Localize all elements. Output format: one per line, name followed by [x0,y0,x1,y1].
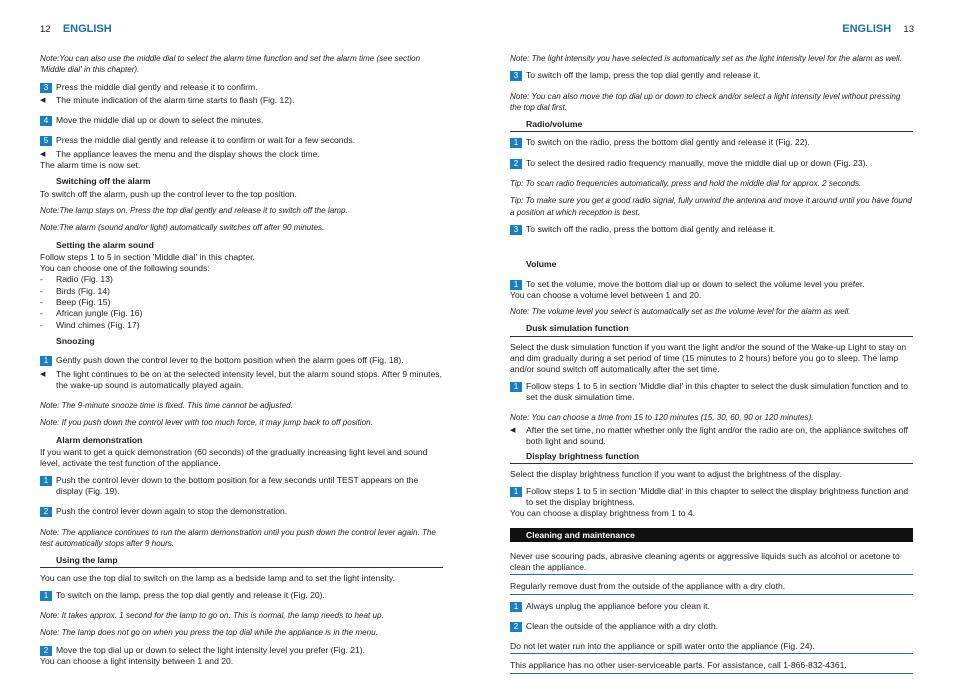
note: Note: The light intensity you have selected is automatically set as the light intensity level for the alarm as well. [510,54,902,63]
step [510,381,913,404]
step [40,82,443,93]
step-text: Clean the outside of the appliance with a dry cloth. [526,620,719,631]
section-heading: Using the lamp [40,555,443,568]
bullet-text: After the set time, no matter whether only the light and/or the radio are on, the appliance switches off both light and sound. [526,424,909,446]
right-page-header [842,24,914,35]
step-text: Follow steps 1 to 5 in section 'Middle dial' in this chapter to select the dusk simulation function and to set the dusk simulation time. [526,380,909,402]
bullet [40,369,443,392]
note: Note: If you push down the control lever with too much force, it may jump back to off position. [40,418,373,428]
page-number: 12 [40,24,51,35]
note: Note: The lamp does not go on when you press the top dial while the appliance is in the menu. [40,628,378,638]
left-page-header [40,24,112,35]
step [40,645,443,656]
note: Note:The alarm (sound and/or light) automatically switches off after 90 minutes. [40,223,325,233]
step-number: 2 [40,507,52,517]
step-number: 1 [510,280,522,290]
step [510,137,913,148]
step-number: 4 [40,116,52,126]
step-number: 5 [40,136,52,146]
step-text: Push the control lever down to the bottom position for a few seconds until TEST appears on the display (Fig. 19). [56,474,419,496]
step-number: 1 [510,138,522,148]
step-number: 1 [40,476,52,486]
step-number: 2 [40,646,52,656]
step-text: Move the top dial up or down to select the light intensity level you prefer (Fig. 21). [56,644,366,655]
note: Note:The lamp stays on. Press the top dial gently and release it to switch off the lamp. [40,205,348,215]
step [40,590,443,601]
section-heading: Dusk simulation function [510,323,913,336]
tip: Tip: To make sure you get a good radio signal, fully unwind the antenna and move it around until you have found a position at which reception is best. [510,196,912,217]
list-item: - Birds (Fig. 14) [40,285,110,296]
step [510,486,913,509]
step-number: 3 [40,83,52,93]
note: Note: The 9-minute snooze time is fixed. This time cannot be adjusted. [40,401,293,411]
bullet-arrow-icon: ◀ [510,426,516,434]
right-column [510,53,913,680]
step [40,355,443,366]
step-text: To switch off the radio, press the bottom dial gently and release it. [526,223,776,234]
note: Note: You can also move the top dial up or down to check and/or select a light intensity level without pressing the top dial first. [510,91,901,112]
warning-text: Never use scouring pads, abrasive cleaning agents or aggressive liquids such as alcohol or acetone to clean the appliance. [510,551,913,576]
section-heading: Volume [526,259,557,270]
bullet-text: The minute indication of the alarm time starts to flash (Fig. 12). [56,94,295,105]
paragraph: You can choose a light intensity between 1 and 20. [40,655,234,666]
list-item: - Radio (Fig. 13) [40,274,113,285]
step-text: Press the middle dial gently and release it to confirm. [56,81,258,92]
paragraph: You can choose a display brightness from 1 to 4. [510,508,696,519]
step-text: To set the volume, move the bottom dial up or down to select the volume level you prefer. [526,278,865,289]
list-item: - African jungle (Fig. 16) [40,308,143,319]
tip: Tip: To scan radio frequencies automatically, press and hold the middle dial for approx. 2 seconds. [510,179,862,189]
step-number: 1 [40,591,52,601]
paragraph: You can use the top dial to switch on the lamp as a bedside lamp and to set the light intensity. [40,573,395,584]
step-number: 2 [510,622,522,632]
step-text: To switch on the radio, press the bottom dial gently and release it (Fig. 22). [526,137,810,148]
step [40,506,443,517]
step-number: 1 [40,356,52,366]
step-number: 3 [510,225,522,235]
bullet-arrow-icon: ◀ [40,150,46,158]
paragraph: If you want to get a quick demonstration (60 seconds) of the gradually increasing light level and sound level, activate the test function of the appliance. [40,447,428,469]
section-heading: Setting the alarm sound [56,239,154,250]
step-text: Follow steps 1 to 5 in section 'Middle dial' in this chapter to select the display brightness function and to set the display brightness. [526,485,909,508]
warning-text: Regularly remove dust from the outside of the appliance with a dry cloth. [510,581,913,594]
step-text: To switch on the lamp, press the top dial gently and release it (Fig. 20). [56,589,325,600]
list-item: - Beep (Fig. 15) [40,297,111,308]
step [510,621,913,632]
section-heading: Display brightness function [510,451,913,464]
step [40,115,443,126]
note: Note: The volume level you select is automatically set as the volume level for the alarm as well. [510,307,851,317]
step [510,70,913,81]
section-heading: Alarm demonstration [56,434,143,445]
step [40,135,443,146]
bullet-text: The appliance leaves the menu and the display shows the clock time. [56,148,320,159]
step-text: Push the control lever down again to stop the demonstration. [56,506,288,517]
language-label: ENGLISH [842,23,892,35]
bullet [40,95,443,106]
paragraph: You can choose a volume level between 1 and 20. [510,289,702,300]
section-heading: Radio/volume [510,119,913,132]
bullet-text: The light continues to be on at the selected intensity level, but the alarm sound stops. After 9 minutes, the wake-up sound is automatically played again. [56,368,442,390]
step [510,601,913,612]
step-text: Gently push down the control lever to the bottom position when the alarm goes off (Fig. 18). [56,355,404,366]
note: Note:You can also use the middle dial to select the alarm time function and set the alarm time (see section 'Middle dial' in this chapter). [40,54,421,75]
warning-text: Do not let water run into the appliance or spill water onto the appliance (Fig. 24). [510,641,913,654]
bullet [40,149,443,160]
step-text: To switch off the lamp, press the top dial gently and release it. [526,70,761,81]
step-text: To select the desired radio frequency manually, move the middle dial up or down (Fig. 23). [526,157,868,168]
step-text: Always unplug the appliance before you clean it. [526,600,710,611]
step-text: Press the middle dial gently and release it to confirm or wait for a few seconds. [56,135,356,146]
language-label: ENGLISH [62,23,112,35]
warning-text: This appliance has no other user-serviceable parts. For assistance, call 1-866-832-4361. [510,660,913,673]
paragraph: Select the dusk simulation function if you want the light and/or the sound of the Wake-up Light to stay on and dim gradually during a set period of time (15 minutes to 2 hours) before you go to sleep. The lamp and/or sound switch off automatically after the set time. [510,341,907,375]
bullet [510,425,913,448]
step [510,158,913,169]
sound-list [40,274,443,330]
paragraph: Follow steps 1 to 5 in section 'Middle dial' in this chapter. [40,251,255,262]
paragraph: To switch off the alarm, push up the control lever to the top position. [40,188,297,199]
section-heading-bar: Cleaning and maintenance [510,528,913,542]
section-heading: Switching off the alarm [56,176,151,187]
step-number: 1 [510,382,522,392]
bullet-arrow-icon: ◀ [40,370,46,378]
step-number: 1 [510,487,522,497]
step-text: Move the middle dial up or down to select the minutes. [56,115,264,126]
note: Note: It takes approx. 1 second for the lamp to go on. This is normal, the lamp needs to heat up. [40,610,384,620]
step-number: 1 [510,602,522,612]
step [40,475,443,498]
step-number: 3 [510,71,522,81]
section-heading: Snoozing [56,335,95,346]
paragraph: Select the display brightness function if you want to adjust the brightness of the display. [510,469,842,480]
step [510,224,913,235]
paragraph: The alarm time is now set. [40,160,141,171]
paragraph: You can choose one of the following sounds: [40,263,210,274]
note: Note: The appliance continues to run the alarm demonstration until you push down the control lever again. The test automatically stops after 9 hours. [40,527,436,548]
bullet-arrow-icon: ◀ [40,96,46,104]
page-number: 13 [903,24,914,35]
list-item: - Wind chimes (Fig. 17) [40,319,140,330]
step-number: 2 [510,159,522,169]
note: Note: You can choose a time from 15 to 120 minutes (15, 30, 60, 90 or 120 minutes). [510,413,814,423]
step [510,279,913,290]
left-column [40,53,443,667]
